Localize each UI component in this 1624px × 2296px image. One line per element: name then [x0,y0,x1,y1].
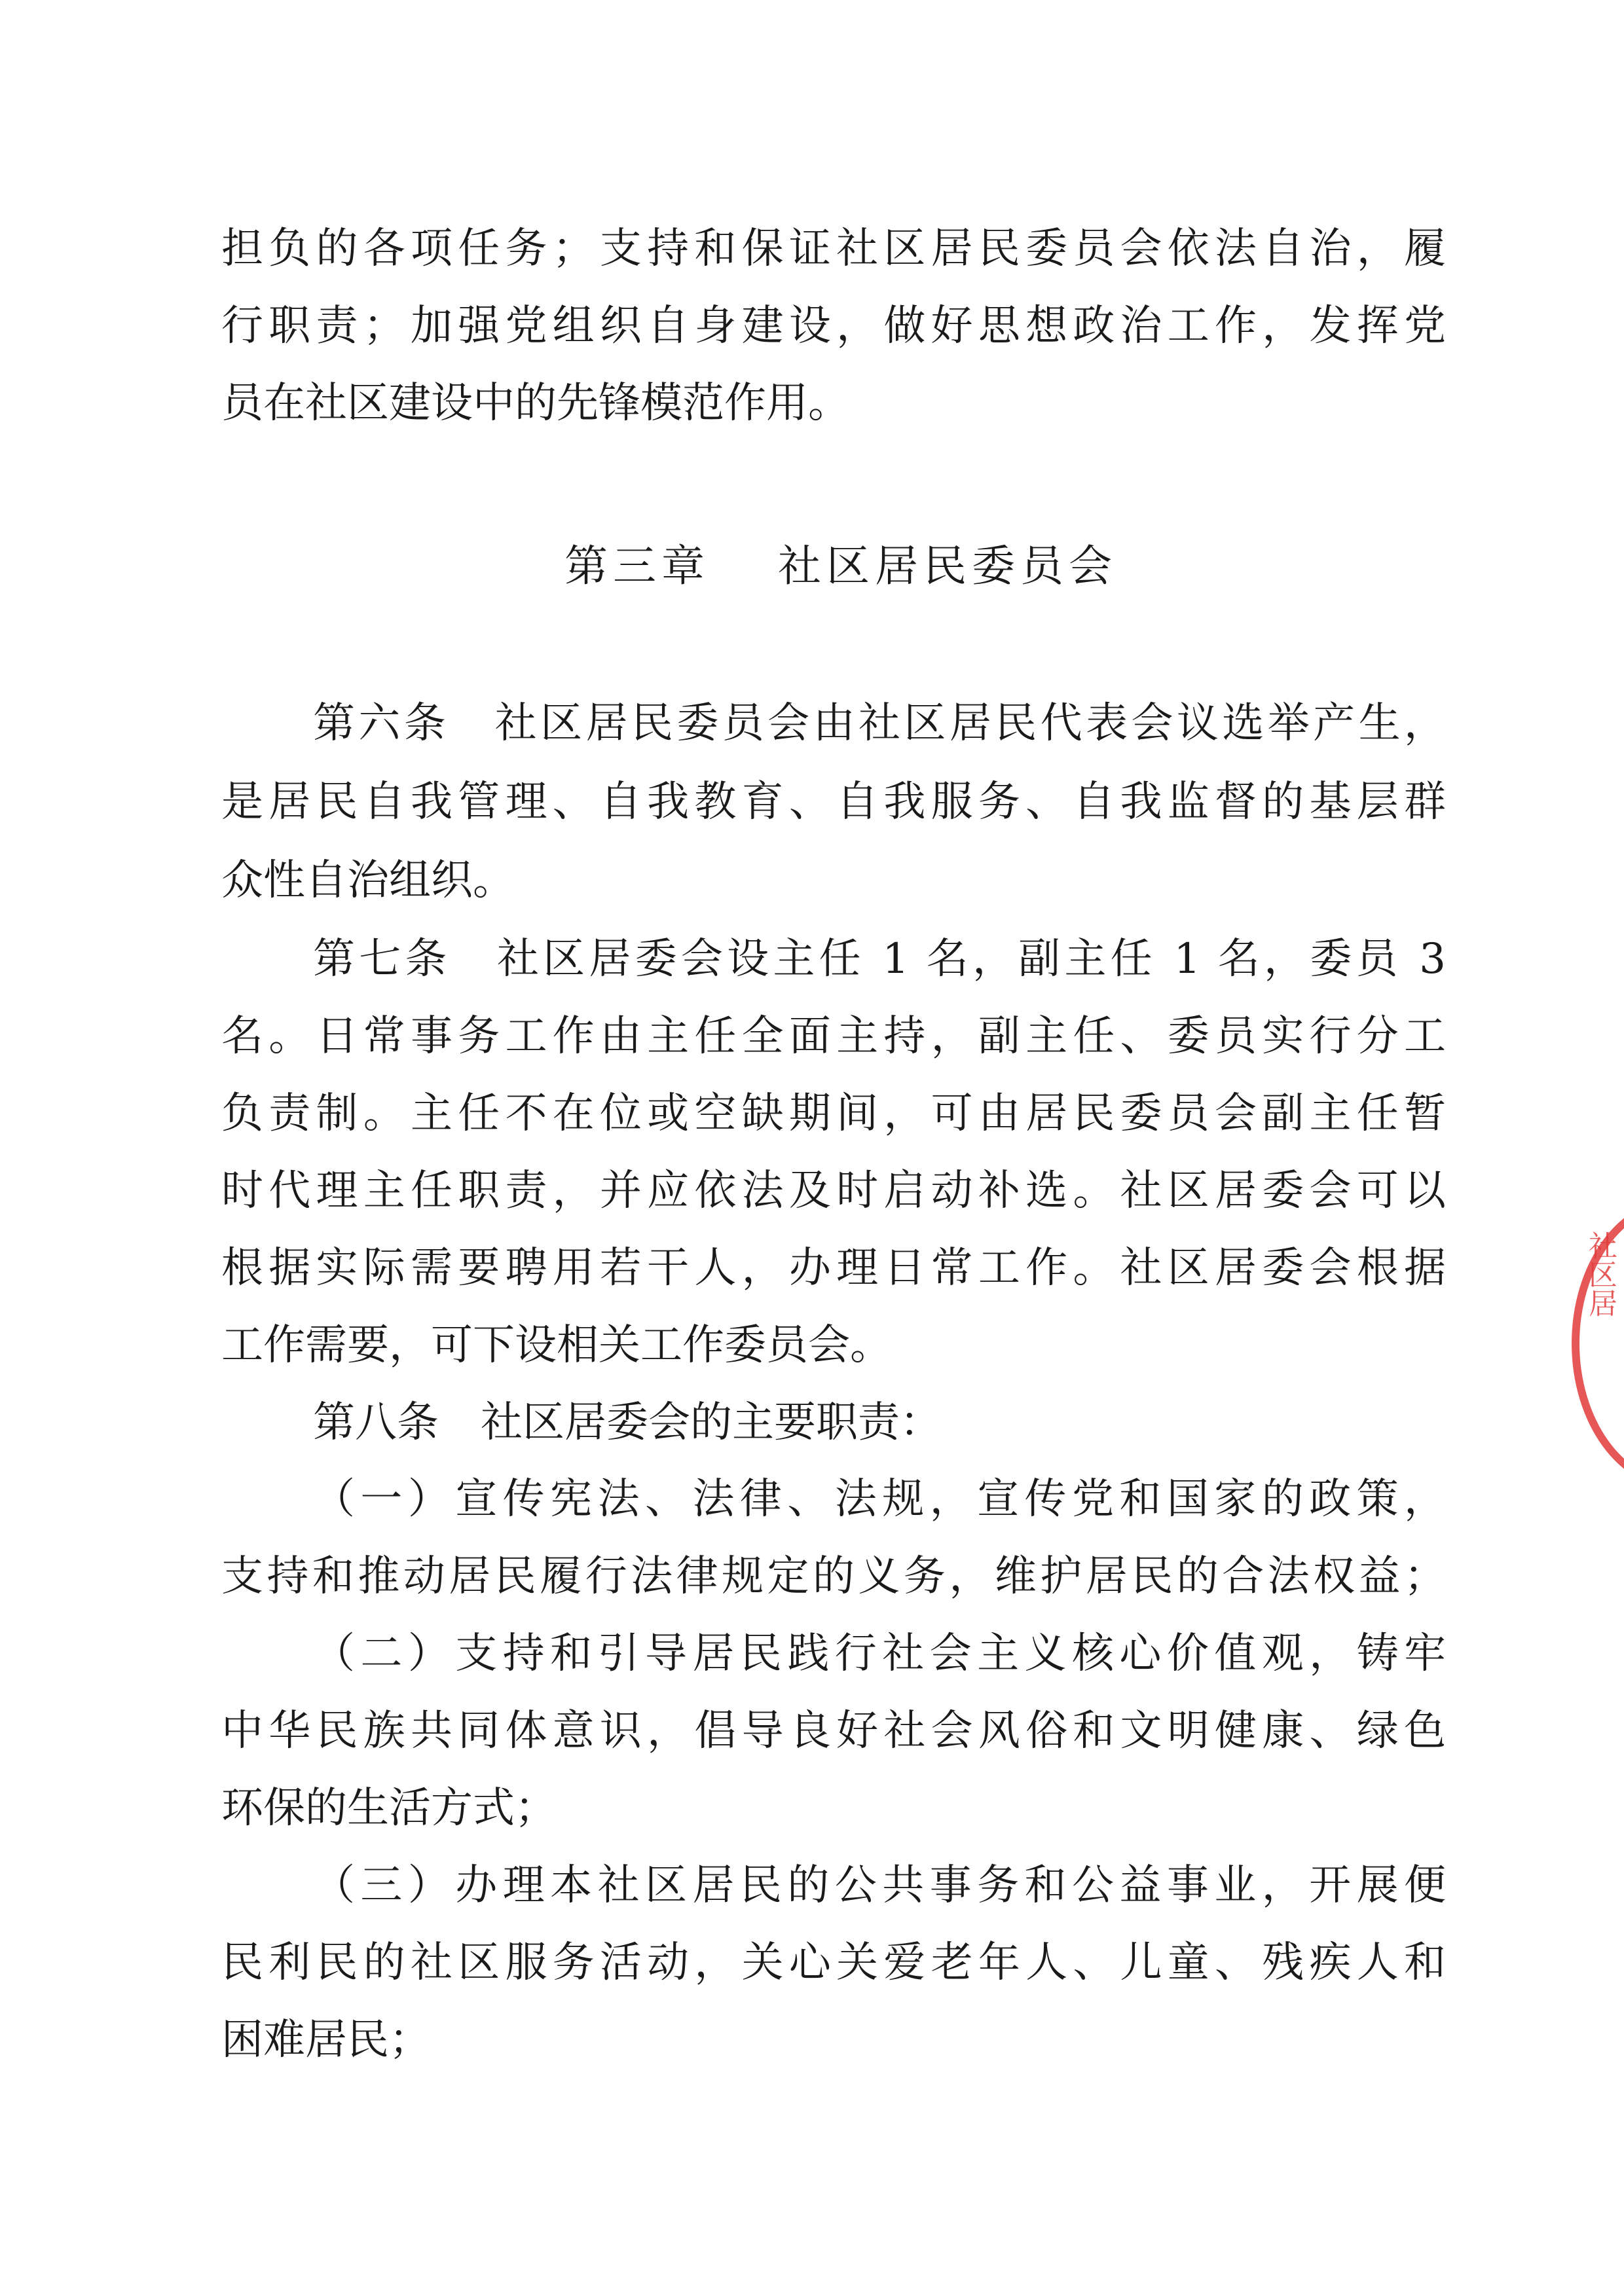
text-line-content: 根据实际需要聘用若干人，办理日常工作。社区居委会根据 [221,1244,1446,1292]
text-line [221,1004,1446,1069]
text-line [313,1467,1446,1532]
official-seal-text: 社区居 [1583,1231,1617,1317]
text-line-content: 名。日常事务工作由主任全面主持，副主任、委员实行分工 [221,1012,1446,1061]
text-line [221,1081,1446,1146]
text-line [221,1776,1446,1841]
text-line-content: （二）支持和引导居民践行社会主义核心价值观，铸牢 [313,1630,1446,1678]
chapter-heading [0,534,1624,599]
text-line-content: 行职责；加强党组织自身建设，做好思想政治工作，发挥党 [221,302,1446,350]
text-line [221,1313,1446,1378]
text-line [313,691,1446,756]
text-line-content: 担负的各项任务；支持和保证社区居民委员会依法自治，履 [221,225,1446,273]
text-line [221,216,1446,282]
text-line-content: 中华民族共同体意识，倡导良好社会风俗和文明健康、绿色 [221,1707,1446,1755]
text-line-content: 第七条 社区居委会设主任 1 名，副主任 1 名，委员 3 [313,935,1446,983]
text-line-content: （三）办理本社区居民的公共事务和公益事业，开展便 [313,1861,1446,1910]
text-line [313,1390,1446,1455]
text-line-content: 时代理主任职责，并应依法及时启动补选。社区居委会可以 [221,1167,1446,1215]
text-line-content: 员在社区建设中的先锋模范作用。 [221,379,850,428]
text-line [313,1621,1446,1686]
text-line-content: 支持和推动居民履行法律规定的义务，维护居民的合法权益； [221,1552,1446,1601]
text-line-content: 工作需要，可下设相关工作委员会。 [221,1321,892,1370]
text-line-content: 是居民自我管理、自我教育、自我服务、自我监督的基层群 [221,778,1446,826]
chapter-number: 第三章 [564,541,710,591]
text-line [221,769,1446,835]
text-line [313,1853,1446,1918]
text-line-content: （一）宣传宪法、法律、法规，宣传党和国家的政策， [313,1475,1446,1523]
text-line [221,371,1446,436]
chapter-title: 社区居民委员会 [778,541,1117,591]
text-line-content: 环保的生活方式； [221,1784,557,1832]
text-line [313,926,1446,992]
text-line-content: 第六条 社区居民委员会由社区居民代表会议选举产生， [313,699,1446,748]
text-line [221,1698,1446,1764]
text-line [221,1930,1446,1995]
text-line [221,2007,1446,2073]
text-line-content: 困难居民； [221,2016,431,2064]
text-line [221,848,1446,913]
text-line-content: 第八条 社区居委会的主要职责： [313,1398,942,1447]
text-line-content: 众性自治组织。 [221,856,515,905]
text-line-content: 民利民的社区服务活动，关心关爱老年人、儿童、残疾人和 [221,1939,1446,1987]
text-line [221,1158,1446,1224]
text-line [221,1235,1446,1301]
text-line [221,1544,1446,1609]
text-line-content: 负责制。主任不在位或空缺期间，可由居民委员会副主任暂 [221,1089,1446,1138]
text-line [221,293,1446,359]
